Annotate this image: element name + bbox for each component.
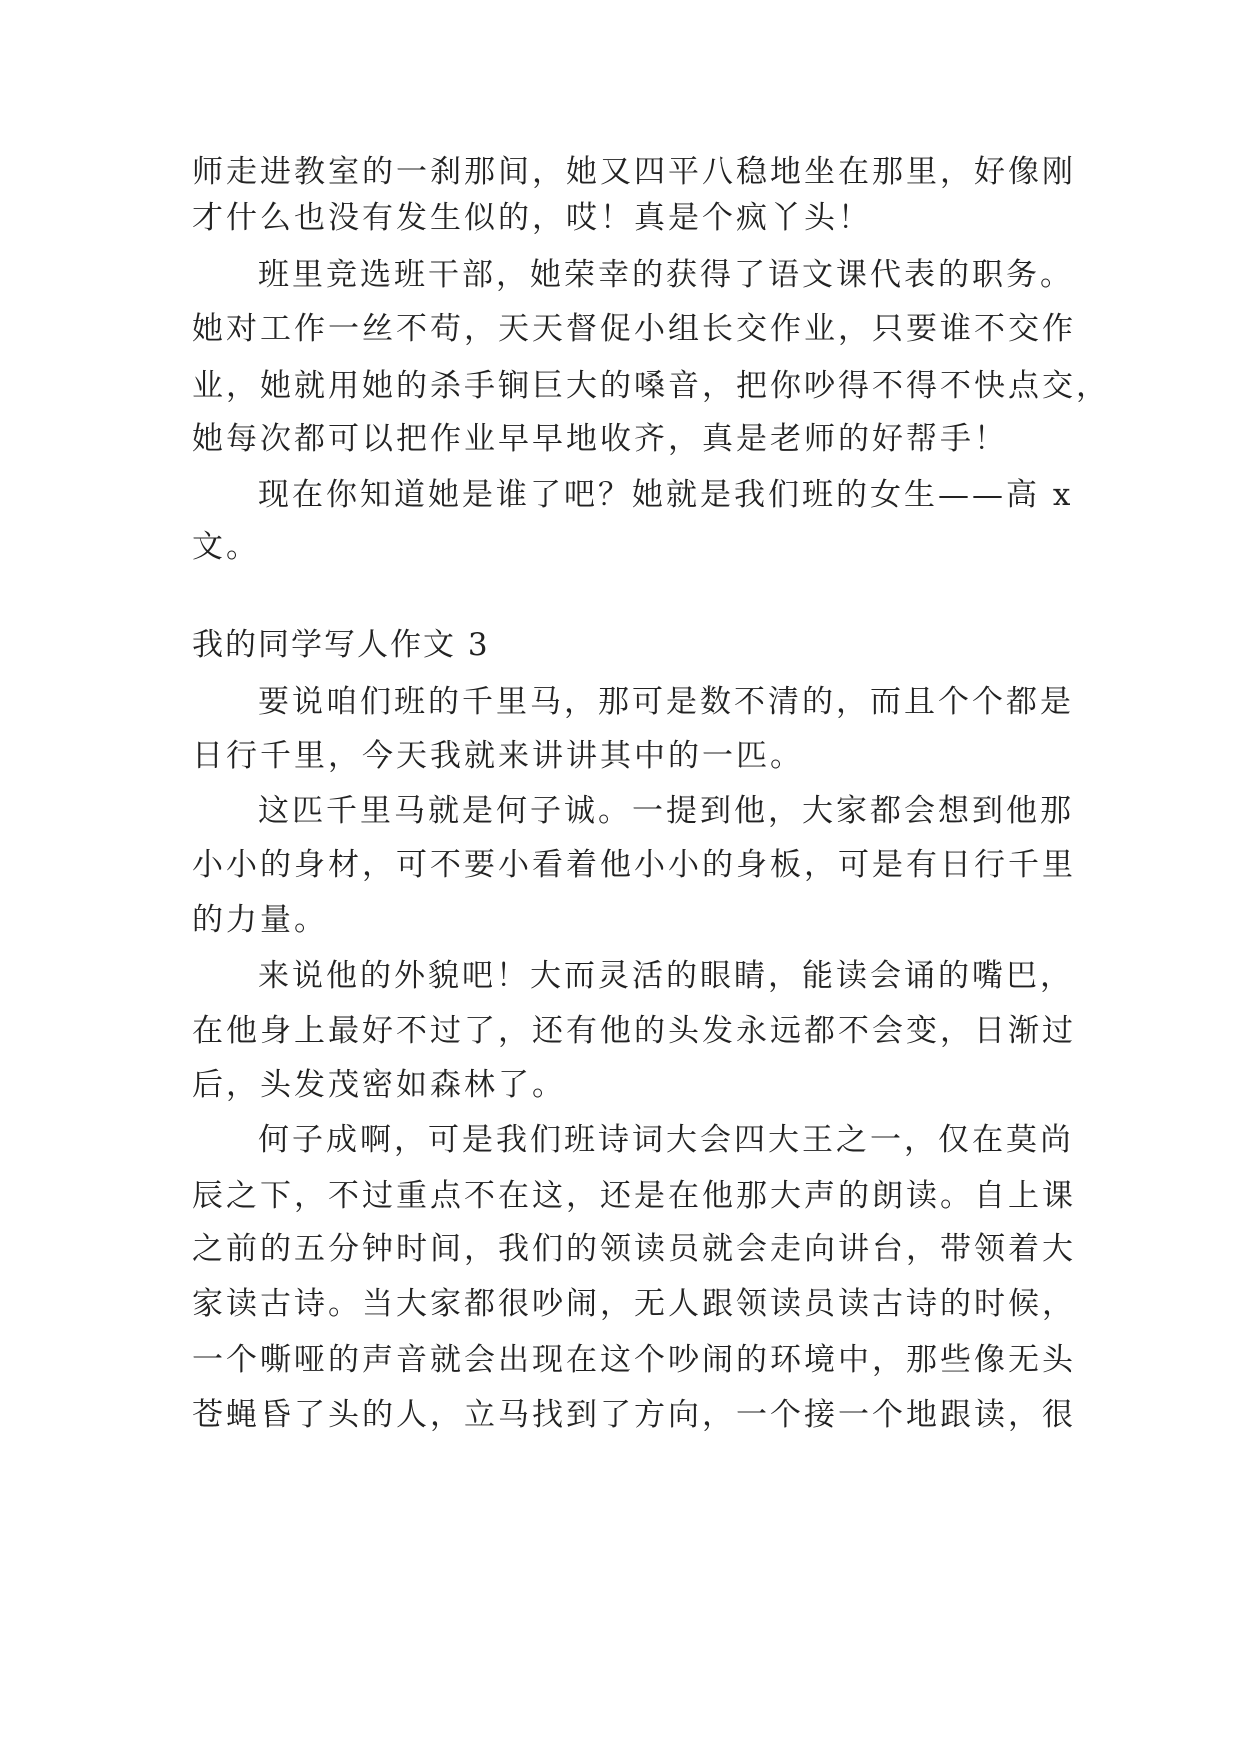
text-line: 她每次都可以把作业早早地收齐，真是老师的好帮手！ bbox=[192, 421, 1008, 457]
text-line: 现在你知道她是谁了吧？她就是我们班的女生——高 x bbox=[258, 477, 1074, 513]
text-line: 文。 bbox=[192, 529, 260, 565]
text-line: 一个嘶哑的声音就会出现在这个吵闹的环境中，那些像无头 bbox=[192, 1342, 1076, 1378]
text-line: 后，头发茂密如森林了。 bbox=[192, 1067, 566, 1103]
text-line: 才什么也没有发生似的，哎！真是个疯丫头！ bbox=[192, 200, 872, 236]
text-line: 苍蝇昏了头的人，立马找到了方向，一个接一个地跟读，很 bbox=[192, 1397, 1076, 1433]
text-line: 她对工作一丝不苟，天天督促小组长交作业，只要谁不交作 bbox=[192, 311, 1076, 347]
text-line: 小小的身材，可不要小看着他小小的身板，可是有日行千里 bbox=[192, 847, 1076, 883]
text-line: 要说咱们班的千里马，那可是数不清的，而且个个都是 bbox=[258, 684, 1074, 720]
text-line: 家读古诗。当大家都很吵闹，无人跟领读员读古诗的时候， bbox=[192, 1286, 1076, 1322]
text-line: 业，她就用她的杀手锏巨大的嗓音，把你吵得不得不快点交， bbox=[192, 368, 1110, 404]
section-heading: 我的同学写人作文 3 bbox=[192, 627, 490, 663]
text-line: 之前的五分钟时间，我们的领读员就会走向讲台，带领着大 bbox=[192, 1231, 1076, 1267]
text-line: 日行千里，今天我就来讲讲其中的一匹。 bbox=[192, 738, 804, 774]
text-line: 在他身上最好不过了，还有他的头发永远都不会变，日渐过 bbox=[192, 1013, 1076, 1049]
text-line: 的力量。 bbox=[192, 902, 328, 938]
text-line: 辰之下，不过重点不在这，还是在他那大声的朗读。自上课 bbox=[192, 1178, 1076, 1214]
text-line: 师走进教室的一刹那间，她又四平八稳地坐在那里，好像刚 bbox=[192, 154, 1076, 190]
text-line: 来说他的外貌吧！大而灵活的眼睛，能读会诵的嘴巴， bbox=[258, 958, 1074, 994]
text-line: 何子成啊，可是我们班诗词大会四大王之一，仅在莫尚 bbox=[258, 1122, 1074, 1158]
text-line: 班里竞选班干部，她荣幸的获得了语文课代表的职务。 bbox=[258, 257, 1074, 293]
text-line: 这匹千里马就是何子诚。一提到他，大家都会想到他那 bbox=[258, 793, 1074, 829]
